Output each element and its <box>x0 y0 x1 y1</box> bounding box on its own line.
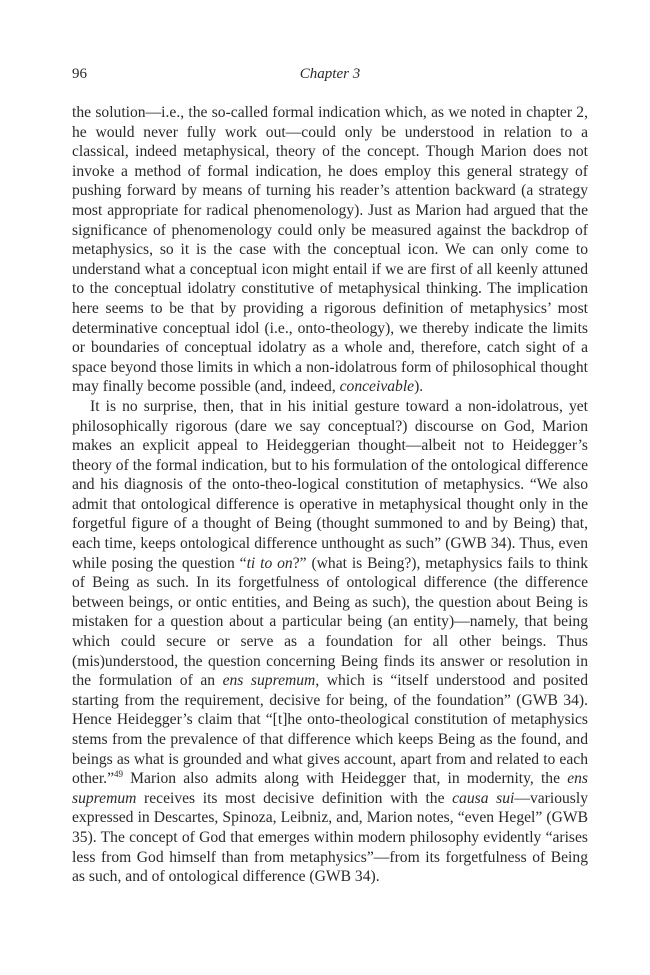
running-head: Chapter 3 <box>299 66 361 82</box>
text-run: It is no surprise, then, that in his initial gesture toward a non-idolatrous, yet philosophically rigorous (dare we say conceptual?) discourse on God, Marion makes an explicit appeal to Heideggerian thought—albeit not to Heidegger’s theory of the formal indication, but to his formulation of the ontological difference and his diagnosis of the onto-theo-logical constitution of metaphysics. “We also admit that ontological difference is operative in metaphysical thought only in the forgetful figure of a thought of Being (thought summoned to and by Being) that, each time, keeps ontological difference unthought as such” (GWB 34). Thus, even while posing the question “ <box>72 397 588 572</box>
text-run: ?” (what is Being?), metaphysics fails to think of Being as such. In its forgetfulness of ontological difference (the difference between beings, or ontic entities, and Being as such), the question about Being is mistaken for a question about a particular being (an entity)—namely, that being which could secure or serve as a foundation for all other beings. Thus (mis)understood, the question concerning Being finds its answer or resolution in the formulation of an <box>72 554 589 690</box>
page-number: 96 <box>72 66 87 82</box>
text-run: the solution—i.e., the so-called formal indication which, as we noted in chapter 2, he would never fully work out—could only be understood in relation to a classical, indeed metaphysical, theory of the concept. Though Marion does not invoke a method of formal indication, he does employ this general strategy of pushing forward by means of turning his reader’s attention backward (a strategy most appropriate for radical phenomenology). Just as Marion had argued that the significance of phenomenology could only be measured against the backdrop of metaphysics, so it is the case with the conceptual icon. We can only come to understand what a conceptual icon might entail if we are first of all keenly attuned to the conceptual idolatry constitutive of metaphysical thinking. The implication here seems to be that by providing a rigorous definition of metaphysics’ most determinative conceptual idol (i.e., onto-theology), we thereby indicate the limits or boundaries of conceptual idolatry as a whole and, therefore, catch sight of a space beyond those limits in which a non-idolatrous form of philosophical thought may finally become possible (and, indeed, <box>72 104 588 396</box>
paragraph-2 <box>72 397 588 887</box>
italic-term: conceivable <box>339 378 415 396</box>
text-run: , which is “itself understood and posited starting from the requirement, decisive for being, of the foundation” (GWB 34). Hence Heidegger’s claim that “[t]he onto-theological constitution of metaphysics stems from the prevalence of that difference which keeps Being as the found, and beings as what is grounded and what gives account, apart from and related to each other.” <box>72 672 588 788</box>
footnote-reference: 49 <box>114 769 123 779</box>
paragraph-1 <box>72 103 588 397</box>
italic-term: ens supremum <box>222 672 316 690</box>
text-run: receives its most decisive definition with the <box>136 789 453 807</box>
body-text <box>72 103 588 887</box>
italic-term: causa sui <box>452 789 515 807</box>
text-run: ). <box>414 378 424 396</box>
italic-term: ti to on <box>246 554 293 572</box>
italic-term: ens supremum <box>72 770 588 807</box>
text-run: Marion also admits along with Heidegger that, in modernity, the <box>123 770 568 788</box>
text-run: —variously expressed in Descartes, Spinoza, Leibniz, and, Marion notes, “even Hegel” (GWB 35). The concept of God that emerges within modern philosophy evidently “arises less from God himself than from metaphysics”—from its forgetfulness of Being as such, and of ontological difference (GWB 34). <box>72 789 588 886</box>
page-header <box>72 66 588 86</box>
